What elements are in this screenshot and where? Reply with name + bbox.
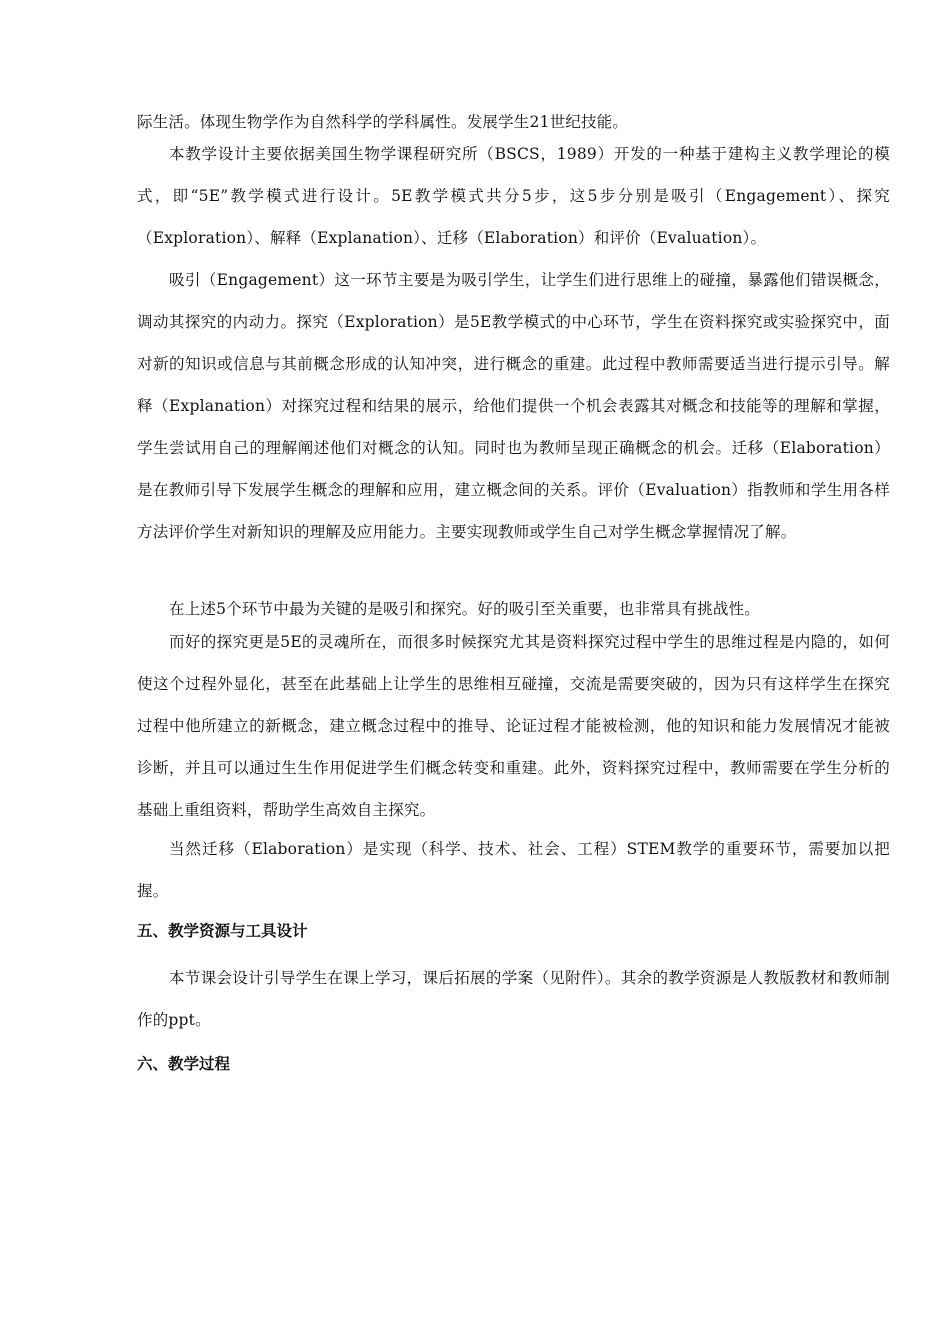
paragraph-key-steps: 在上述5个环节中最为关键的是吸引和探究。好的吸引至关重要，也非常具有挑战性。 xyxy=(169,600,760,618)
paragraph-elaboration: 当然迁移（Elaboration）是实现（科学、技术、社会、工程）STEM教学的重要环节，需要加以把握。 xyxy=(137,840,890,900)
paragraph-exploration: 而好的探究更是5E的灵魂所在，而很多时候探究尤其是资料探究过程中学生的思维过程是内隐的，如何使这个过程外显化，甚至在此基础上让学生的思维相互碰撞，交流是需要突破的，因为只有这样学生在探究过程中他所建立的新概念，建立概念过程中的推导、论证过程才能被检测，他的知识和能力发展情况才能被诊断，并且可以通过生生作用促进学生们概念转变和重建。此外，资料探究过程中，教师需要在学生分析的基础上重组资料，帮助学生高效自主探究。 xyxy=(137,633,890,819)
paragraph-5e-intro: 本教学设计主要依据美国生物学课程研究所（BSCS，1989）开发的一种基于建构主义教学理论的模式，即“5E”教学模式进行设计。5E教学模式共分5步，这5步分别是吸引（Engagement）、探究（Exploration）、解释（Explanation）、迁移（Elaboration）和评价（Evaluation）。 xyxy=(137,145,890,247)
paragraph-continuation: 际生活。体现生物学作为自然科学的学科属性。发展学生21世纪技能。 xyxy=(137,113,629,131)
paragraph-resources: 本节课会设计引导学生在课上学习，课后拓展的学案（见附件）。其余的教学资源是人教版教材和教师制作的ppt。 xyxy=(137,969,890,1029)
section-heading-resources: 五、教学资源与工具设计 xyxy=(137,922,308,940)
paragraph-5e-steps: 吸引（Engagement）这一环节主要是为吸引学生，让学生们进行思维上的碰撞，暴露他们错误概念，调动其探究的内动力。探究（Exploration）是5E教学模式的中心环节，学生在资料探究或实验探究中，面对新的知识或信息与其前概念形成的认知冲突，进行概念的重建。此过程中教师需要适当进行提示引导。解释（Explanation）对探究过程和结果的展示，给他们提供一个机会表露其对概念和技能等的理解和掌握，学生尝试用自己的理解阐述他们对概念的认知。同时也为教师呈现正确概念的机会。迁移（Elaboration）是在教师引导下发展学生概念的理解和应用，建立概念间的关系。评价（Evaluation）指教师和学生用各样方法评价学生对新知识的理解及应用能力。主要实现教师或学生自己对学生概念掌握情况了解。 xyxy=(137,271,890,541)
section-heading-process: 六、教学过程 xyxy=(137,1055,231,1073)
